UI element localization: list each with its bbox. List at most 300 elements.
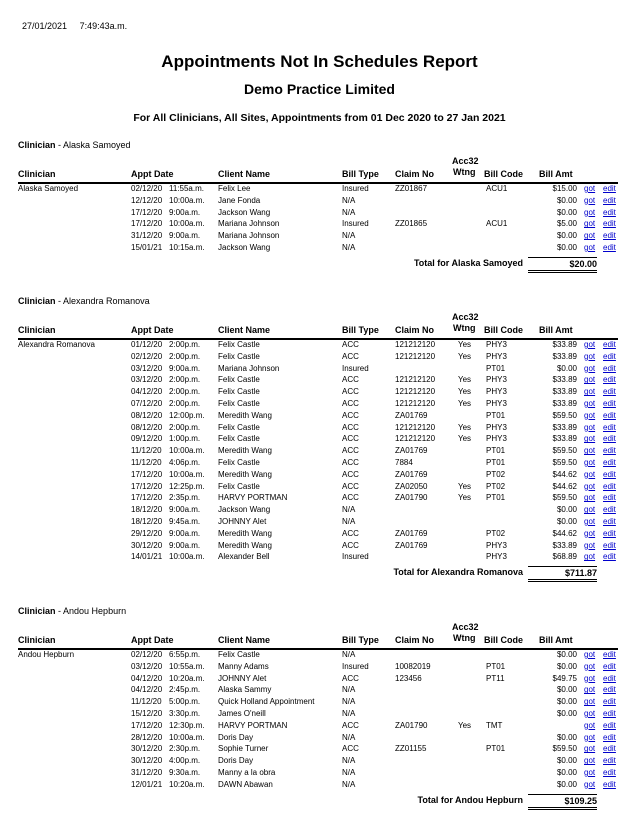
cell-bill-type: Insured xyxy=(342,219,369,229)
got-link[interactable]: got xyxy=(584,363,596,373)
got-link[interactable]: got xyxy=(584,528,596,538)
edit-link[interactable]: edit xyxy=(603,446,616,456)
cell-appt-date: 17/12/20 xyxy=(131,219,163,229)
got-link[interactable]: got xyxy=(584,685,596,695)
table-row xyxy=(0,661,639,673)
cell-bill-amt: $0.00 xyxy=(556,661,577,671)
cell-appt-time: 10:00a.m. xyxy=(169,469,205,479)
cell-appt-time: 2:00p.m. xyxy=(169,375,201,385)
edit-link[interactable]: edit xyxy=(603,184,616,193)
edit-link[interactable]: edit xyxy=(603,732,616,742)
cell-bill-amt: $0.00 xyxy=(556,732,577,742)
cell-client-name: Meredith Wang xyxy=(218,446,272,456)
cell-acc32-wtng: Yes xyxy=(458,340,472,349)
edit-link[interactable]: edit xyxy=(603,493,616,503)
table-row xyxy=(0,540,639,552)
cell-appt-date: 03/12/20 xyxy=(131,661,163,671)
cell-appt-time: 12:30p.m. xyxy=(169,720,205,730)
cell-appt-time: 9:30a.m. xyxy=(169,768,201,777)
cell-bill-amt: $33.89 xyxy=(552,434,577,444)
got-link[interactable]: got xyxy=(584,231,596,241)
cell-bill-type: N/A xyxy=(342,732,356,742)
section-total-label: Total for Alexandra Romanova xyxy=(393,567,523,578)
table-row xyxy=(0,218,639,230)
print-timestamp xyxy=(22,21,137,31)
cell-appt-date: 08/12/20 xyxy=(131,410,163,420)
table-row xyxy=(0,242,639,254)
cell-claim-no: 123456 xyxy=(395,673,422,683)
edit-link[interactable]: edit xyxy=(603,661,616,671)
cell-client-name: Meredith Wang xyxy=(218,528,272,538)
cell-bill-amt: $0.00 xyxy=(556,231,577,241)
cell-appt-date: 17/12/20 xyxy=(131,493,163,503)
edit-link[interactable]: edit xyxy=(603,231,616,241)
cell-appt-time: 4:00p.m. xyxy=(169,756,201,766)
section-heading: Clinician - Alaska Samoyed xyxy=(18,140,131,150)
cell-bill-amt: $49.75 xyxy=(552,673,577,683)
col-header-bill-amt: Bill Amt xyxy=(539,169,573,179)
cell-bill-type: N/A xyxy=(342,207,356,217)
cell-claim-no: 121212120 xyxy=(395,387,436,397)
cell-appt-time: 10:00a.m. xyxy=(169,552,205,562)
cell-appt-date: 30/12/20 xyxy=(131,744,163,754)
cell-bill-type: ACC xyxy=(342,673,359,683)
cell-client-name: HARVY PORTMAN xyxy=(218,493,288,503)
got-link[interactable]: got xyxy=(584,673,596,683)
col-header-claim-no: Claim No xyxy=(395,635,435,645)
cell-bill-code: PHY3 xyxy=(486,340,507,349)
cell-bill-amt: $0.00 xyxy=(556,709,577,718)
cell-bill-type: ACC xyxy=(342,720,359,730)
section-clinician-name: Andou Hepburn xyxy=(63,606,127,616)
cell-appt-time: 4:06p.m. xyxy=(169,458,201,467)
cell-appt-time: 10:20a.m. xyxy=(169,779,205,789)
report-title: Appointments Not In Schedules Report xyxy=(161,52,478,71)
cell-bill-type: ACC xyxy=(342,340,359,349)
edit-link[interactable]: edit xyxy=(603,195,616,205)
cell-bill-code: PT11 xyxy=(486,673,505,683)
cell-client-name: Felix Castle xyxy=(218,399,260,408)
edit-link[interactable]: edit xyxy=(603,756,616,766)
cell-bill-code: PHY3 xyxy=(486,540,507,550)
cell-appt-date: 09/12/20 xyxy=(131,434,163,444)
cell-appt-date: 30/12/20 xyxy=(131,540,163,550)
got-link[interactable]: got xyxy=(584,387,596,397)
got-link[interactable]: got xyxy=(584,469,596,479)
cell-acc32-wtng: Yes xyxy=(458,375,472,385)
print-date: 27/01/2021 xyxy=(22,21,68,31)
col-header-bill-type: Bill Type xyxy=(342,635,379,645)
cell-bill-code: PHY3 xyxy=(486,351,507,361)
cell-claim-no: ZZ01155 xyxy=(395,744,427,754)
cell-client-name: Mariana Johnson xyxy=(218,363,280,373)
table-row xyxy=(0,720,639,732)
cell-bill-code: PHY3 xyxy=(486,387,507,397)
cell-clinician: Andou Hepburn xyxy=(18,650,75,659)
col-header-acc32: Acc32 xyxy=(452,622,479,632)
col-header-appt-date: Appt Date xyxy=(131,635,174,645)
cell-appt-date: 08/12/20 xyxy=(131,422,163,432)
cell-bill-amt: $0.00 xyxy=(556,207,577,217)
edit-link[interactable]: edit xyxy=(603,505,616,515)
cell-bill-amt: $44.62 xyxy=(552,528,577,538)
edit-link[interactable]: edit xyxy=(603,528,616,538)
cell-acc32-wtng: Yes xyxy=(458,387,472,397)
table-row xyxy=(0,374,639,386)
table-row xyxy=(0,433,639,445)
edit-link[interactable]: edit xyxy=(603,219,616,229)
cell-appt-date: 02/12/20 xyxy=(131,650,163,659)
cell-appt-date: 31/12/20 xyxy=(131,231,163,241)
col-header-bill-type: Bill Type xyxy=(342,169,379,179)
cell-bill-type: ACC xyxy=(342,422,359,432)
cell-bill-amt: $59.50 xyxy=(552,744,577,754)
cell-bill-type: N/A xyxy=(342,709,356,718)
got-link[interactable]: got xyxy=(584,243,596,252)
cell-bill-amt: $33.89 xyxy=(552,351,577,361)
got-link[interactable]: got xyxy=(584,340,596,349)
col-header-acc32: Acc32 xyxy=(452,312,479,322)
cell-bill-code: PHY3 xyxy=(486,375,507,385)
edit-link[interactable]: edit xyxy=(603,243,616,252)
cell-client-name: James O'neill xyxy=(218,709,266,718)
table-row xyxy=(0,696,639,708)
cell-bill-amt: $33.89 xyxy=(552,387,577,397)
section-heading-label: Clinician xyxy=(18,296,56,306)
cell-appt-date: 17/12/20 xyxy=(131,469,163,479)
cell-appt-date: 02/12/20 xyxy=(131,184,163,193)
edit-link[interactable]: edit xyxy=(603,363,616,373)
col-header-clinician: Clinician xyxy=(18,169,56,179)
cell-claim-no: 121212120 xyxy=(395,375,436,385)
cell-client-name: Mariana Johnson xyxy=(218,231,280,241)
section-total-label: Total for Andou Hepburn xyxy=(417,794,523,805)
cell-bill-type: N/A xyxy=(342,505,356,515)
cell-bill-type: N/A xyxy=(342,243,356,252)
cell-bill-amt: $59.50 xyxy=(552,458,577,467)
edit-link[interactable]: edit xyxy=(603,552,616,562)
cell-appt-date: 03/12/20 xyxy=(131,375,163,385)
cell-appt-date: 12/01/21 xyxy=(131,779,163,789)
cell-appt-time: 2:45p.m. xyxy=(169,685,201,695)
cell-claim-no: 121212120 xyxy=(395,434,436,444)
cell-bill-amt: $0.00 xyxy=(556,505,577,515)
cell-claim-no: ZA01769 xyxy=(395,540,428,550)
cell-claim-no: ZA02050 xyxy=(395,481,428,491)
cell-bill-amt: $0.00 xyxy=(556,195,577,205)
cell-claim-no: 10082019 xyxy=(395,661,431,671)
cell-bill-code: PT01 xyxy=(486,744,506,754)
got-link[interactable]: got xyxy=(584,697,596,707)
cell-acc32-wtng: Yes xyxy=(458,422,472,432)
cell-client-name: Meredith Wang xyxy=(218,469,272,479)
got-link[interactable]: got xyxy=(584,505,596,515)
cell-client-name: Felix Castle xyxy=(218,434,260,444)
table-row xyxy=(0,457,639,469)
col-header-bill-code: Bill Code xyxy=(484,169,524,179)
edit-link[interactable]: edit xyxy=(603,768,616,777)
cell-claim-no: 121212120 xyxy=(395,351,436,361)
cell-bill-code: PHY3 xyxy=(486,399,507,408)
col-header-appt-date: Appt Date xyxy=(131,169,174,179)
print-time: 7:49:43a.m. xyxy=(79,21,128,31)
edit-link[interactable]: edit xyxy=(603,709,616,718)
cell-bill-type: ACC xyxy=(342,469,359,479)
cell-acc32-wtng: Yes xyxy=(458,481,472,491)
cell-bill-type: ACC xyxy=(342,744,359,754)
edit-link[interactable]: edit xyxy=(603,410,616,420)
cell-bill-type: ACC xyxy=(342,351,359,361)
practice-name: Demo Practice Limited xyxy=(244,81,395,97)
col-header-client-name: Client Name xyxy=(218,169,271,179)
got-link[interactable]: got xyxy=(584,351,596,361)
cell-client-name: Mariana Johnson xyxy=(218,219,280,229)
cell-bill-code: ACU1 xyxy=(486,219,508,229)
got-link[interactable]: got xyxy=(584,434,596,444)
cell-bill-type: ACC xyxy=(342,528,359,538)
cell-appt-time: 10:00a.m. xyxy=(169,732,205,742)
edit-link[interactable]: edit xyxy=(603,351,616,361)
cell-appt-date: 07/12/20 xyxy=(131,399,163,408)
cell-appt-date: 11/12/20 xyxy=(131,697,162,707)
cell-appt-time: 9:00a.m. xyxy=(169,207,201,217)
cell-bill-amt: $33.89 xyxy=(552,422,577,432)
table-row xyxy=(0,551,639,563)
cell-clinician: Alaska Samoyed xyxy=(18,184,79,193)
cell-bill-type: N/A xyxy=(342,756,356,766)
table-row xyxy=(0,363,639,375)
cell-client-name: Doris Day xyxy=(218,732,254,742)
got-link[interactable]: got xyxy=(584,732,596,742)
cell-appt-time: 10:55a.m. xyxy=(169,661,205,671)
edit-link[interactable]: edit xyxy=(603,481,616,491)
got-link[interactable]: got xyxy=(584,552,596,562)
table-row xyxy=(0,504,639,516)
got-link[interactable]: got xyxy=(584,756,596,766)
cell-clinician: Alexandra Romanova xyxy=(18,340,95,349)
got-link[interactable]: got xyxy=(584,375,596,385)
cell-appt-time: 2:00p.m. xyxy=(169,351,201,361)
edit-link[interactable]: edit xyxy=(603,434,616,444)
col-header-clinician: Clinician xyxy=(18,635,56,645)
edit-link[interactable]: edit xyxy=(603,375,616,385)
cell-appt-date: 14/01/21 xyxy=(131,552,163,562)
table-row xyxy=(0,481,639,493)
got-link[interactable]: got xyxy=(584,744,596,754)
cell-bill-amt: $5.00 xyxy=(556,219,577,229)
cell-bill-code: PT01 xyxy=(486,661,506,671)
table-row xyxy=(0,207,639,219)
table-row xyxy=(0,230,639,242)
got-link[interactable]: got xyxy=(584,219,596,229)
got-link[interactable]: got xyxy=(584,422,596,432)
got-link[interactable]: got xyxy=(584,517,596,526)
cell-bill-amt: $0.00 xyxy=(556,779,577,789)
cell-appt-date: 17/12/20 xyxy=(131,207,163,217)
cell-appt-date: 15/01/21 xyxy=(131,243,163,252)
edit-link[interactable]: edit xyxy=(603,469,616,479)
col-header-bill-code: Bill Code xyxy=(484,635,524,645)
table-row xyxy=(0,445,639,457)
section-total-label: Total for Alaska Samoyed xyxy=(413,257,523,268)
cell-bill-code: PT02 xyxy=(486,528,506,538)
cell-acc32-wtng: Yes xyxy=(458,434,472,444)
cell-claim-no: 121212120 xyxy=(395,422,436,432)
cell-bill-type: ACC xyxy=(342,481,359,491)
cell-bill-type: ACC xyxy=(342,375,359,385)
cell-claim-no: ZA01769 xyxy=(395,446,428,456)
cell-bill-type: ACC xyxy=(342,410,359,420)
cell-bill-code: PT01 xyxy=(486,493,506,503)
table-row xyxy=(0,351,639,363)
table-row xyxy=(0,779,639,791)
cell-bill-amt: $59.50 xyxy=(552,493,577,503)
got-link[interactable]: got xyxy=(584,446,596,456)
cell-client-name: Jackson Wang xyxy=(218,243,271,252)
cell-client-name: Manny a la obra xyxy=(218,768,276,777)
edit-link[interactable]: edit xyxy=(603,540,616,550)
cell-appt-time: 10:00a.m. xyxy=(169,219,205,229)
cell-bill-type: Insured xyxy=(342,184,369,193)
cell-bill-amt: $44.62 xyxy=(552,469,577,479)
edit-link[interactable]: edit xyxy=(603,517,616,526)
got-link[interactable]: got xyxy=(584,207,596,217)
cell-appt-time: 6:55p.m. xyxy=(169,650,201,659)
got-link[interactable]: got xyxy=(584,458,596,467)
got-link[interactable]: got xyxy=(584,493,596,503)
cell-appt-time: 11:55a.m. xyxy=(169,184,204,193)
cell-appt-time: 2:00p.m. xyxy=(169,422,201,432)
cell-client-name: Felix Castle xyxy=(218,481,260,491)
cell-appt-time: 9:00a.m. xyxy=(169,528,201,538)
edit-link[interactable]: edit xyxy=(603,779,616,789)
cell-bill-type: N/A xyxy=(342,231,356,241)
col-header-bill-amt: Bill Amt xyxy=(539,325,573,335)
cell-appt-date: 04/12/20 xyxy=(131,685,163,695)
cell-bill-amt: $33.89 xyxy=(552,340,577,349)
edit-link[interactable]: edit xyxy=(603,720,616,730)
cell-bill-type: ACC xyxy=(342,458,359,467)
cell-client-name: Felix Castle xyxy=(218,387,260,397)
table-row xyxy=(0,516,639,528)
cell-bill-code: PT01 xyxy=(486,458,506,467)
cell-appt-date: 12/12/20 xyxy=(131,195,163,205)
table-row xyxy=(0,492,639,504)
edit-link[interactable]: edit xyxy=(603,673,616,683)
col-header-clinician: Clinician xyxy=(18,325,56,335)
edit-link[interactable]: edit xyxy=(603,207,616,217)
section-heading-label: Clinician xyxy=(18,140,56,150)
got-link[interactable]: got xyxy=(584,481,596,491)
cell-acc32-wtng: Yes xyxy=(458,351,472,361)
edit-link[interactable]: edit xyxy=(603,744,616,754)
cell-acc32-wtng: Yes xyxy=(458,720,472,730)
got-link[interactable]: got xyxy=(584,768,596,777)
report-criteria: For All Clinicians, All Sites, Appointments from 01 Dec 2020 to 27 Jan 2021 xyxy=(133,112,506,124)
cell-client-name: Alaska Sammy xyxy=(218,685,272,695)
table-row xyxy=(0,339,639,351)
cell-claim-no: ZA01790 xyxy=(395,493,428,503)
cell-bill-amt: $44.62 xyxy=(552,481,577,491)
cell-bill-amt: $0.00 xyxy=(556,517,577,526)
got-link[interactable]: got xyxy=(584,399,596,408)
cell-bill-type: Insured xyxy=(342,552,369,562)
edit-link[interactable]: edit xyxy=(603,458,616,467)
col-header-wtng: Wtng xyxy=(453,167,476,177)
cell-claim-no: 121212120 xyxy=(395,399,436,408)
got-link[interactable]: got xyxy=(584,720,596,730)
cell-client-name: Alexander Bell xyxy=(218,552,270,562)
got-link[interactable]: got xyxy=(584,650,596,659)
got-link[interactable]: got xyxy=(584,410,596,420)
cell-claim-no: ZZ01865 xyxy=(395,219,428,229)
cell-appt-time: 2:00p.m. xyxy=(169,387,201,397)
got-link[interactable]: got xyxy=(584,709,596,718)
cell-appt-date: 04/12/20 xyxy=(131,673,163,683)
cell-client-name: Jane Fonda xyxy=(218,195,261,205)
cell-client-name: JOHNNY Alet xyxy=(218,517,267,526)
edit-link[interactable]: edit xyxy=(603,387,616,397)
cell-bill-amt: $0.00 xyxy=(556,363,577,373)
cell-appt-date: 17/12/20 xyxy=(131,481,163,491)
edit-link[interactable]: edit xyxy=(603,650,616,659)
cell-bill-amt: $0.00 xyxy=(556,756,577,766)
cell-bill-amt: $33.89 xyxy=(552,375,577,385)
table-row xyxy=(0,386,639,398)
cell-bill-type: N/A xyxy=(342,685,356,695)
col-header-claim-no: Claim No xyxy=(395,169,435,179)
got-link[interactable]: got xyxy=(584,184,596,193)
cell-bill-amt: $0.00 xyxy=(556,768,577,777)
got-link[interactable]: got xyxy=(584,661,596,671)
cell-appt-time: 3:30p.m. xyxy=(169,709,201,718)
edit-link[interactable]: edit xyxy=(603,340,616,349)
col-header-claim-no: Claim No xyxy=(395,325,435,335)
cell-client-name: Meredith Wang xyxy=(218,540,272,550)
cell-client-name: Meredith Wang xyxy=(218,410,272,420)
cell-appt-time: 5:00p.m. xyxy=(169,697,201,707)
cell-client-name: Felix Castle xyxy=(218,375,260,385)
cell-appt-time: 2:30p.m. xyxy=(169,744,201,754)
cell-bill-amt: $59.50 xyxy=(552,410,577,420)
col-header-wtng: Wtng xyxy=(453,323,476,333)
cell-claim-no: 121212120 xyxy=(395,340,436,349)
edit-link[interactable]: edit xyxy=(603,697,616,707)
cell-client-name: Felix Castle xyxy=(218,458,260,467)
cell-bill-amt: $15.00 xyxy=(552,184,577,193)
table-row xyxy=(0,673,639,685)
edit-link[interactable]: edit xyxy=(603,399,616,408)
got-link[interactable]: got xyxy=(584,779,596,789)
table-row xyxy=(0,708,639,720)
cell-appt-time: 9:00a.m. xyxy=(169,363,201,373)
table-row xyxy=(0,183,639,195)
cell-client-name: Felix Lee xyxy=(218,184,251,193)
cell-client-name: Sophie Turner xyxy=(218,744,269,754)
table-row xyxy=(0,755,639,767)
cell-appt-time: 12:25p.m. xyxy=(169,481,205,491)
cell-bill-amt: $33.89 xyxy=(552,399,577,408)
cell-client-name: Felix Castle xyxy=(218,422,260,432)
cell-bill-type: ACC xyxy=(342,493,359,503)
got-link[interactable]: got xyxy=(584,540,596,550)
edit-link[interactable]: edit xyxy=(603,685,616,695)
section-clinician-name: Alaska Samoyed xyxy=(63,140,131,150)
section-total-amount: $711.87 xyxy=(528,566,597,582)
edit-link[interactable]: edit xyxy=(603,422,616,432)
got-link[interactable]: got xyxy=(584,195,596,205)
cell-bill-amt: $0.00 xyxy=(556,685,577,695)
